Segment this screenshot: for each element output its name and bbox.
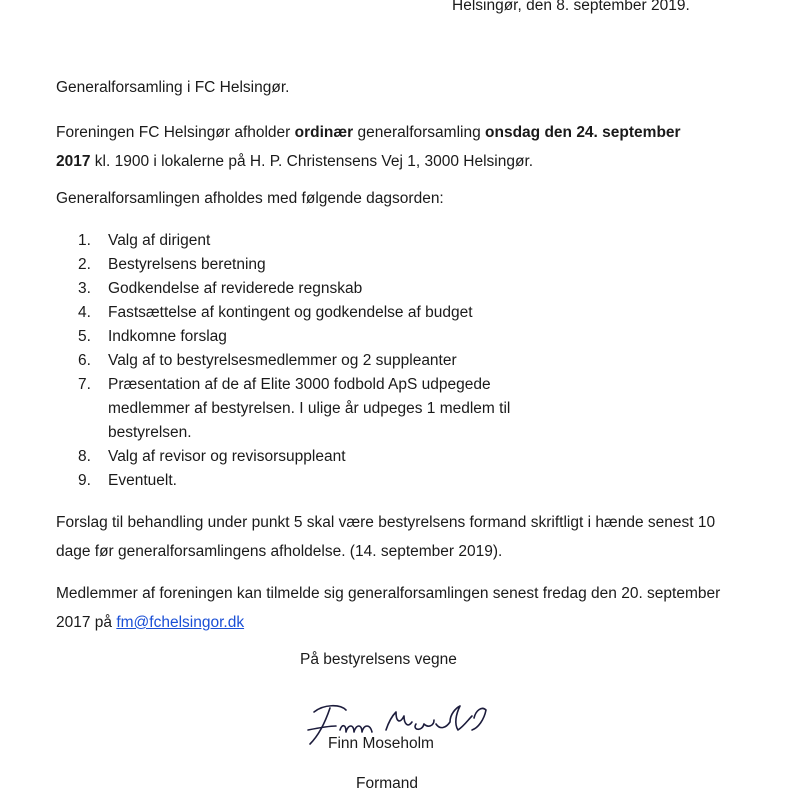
agenda-item-text: Valg af revisor og revisorsuppleant bbox=[108, 448, 346, 465]
intro-paragraph bbox=[56, 118, 696, 176]
intro-bold-2: onsdag den 24. september 2017 bbox=[56, 124, 681, 170]
agenda-intro: Generalforsamlingen afholdes med følgende dagsorden: bbox=[56, 190, 444, 207]
intro-text-1: Foreningen FC Helsingør afholder bbox=[56, 124, 295, 141]
agenda-item-number: 7. bbox=[78, 376, 91, 393]
closing-line: På bestyrelsens vegne bbox=[300, 651, 457, 668]
agenda-item bbox=[78, 469, 538, 493]
agenda-item-number: 6. bbox=[78, 352, 91, 369]
agenda-item-text: Fastsættelse af kontingent og godkendelse af budget bbox=[108, 304, 473, 321]
agenda-item-number: 4. bbox=[78, 304, 91, 321]
agenda-item-text: Godkendelse af reviderede regnskab bbox=[108, 280, 363, 297]
agenda-item bbox=[78, 349, 538, 373]
agenda-item-number: 1. bbox=[78, 232, 91, 249]
agenda-item-text: Valg af to bestyrelsesmedlemmer og 2 suppleanter bbox=[108, 352, 457, 369]
agenda-item bbox=[78, 229, 538, 253]
signer-title: Formand bbox=[356, 775, 419, 792]
agenda-item bbox=[78, 445, 538, 469]
agenda-item bbox=[78, 253, 538, 277]
members-paragraph bbox=[56, 579, 736, 637]
agenda-item-text: Valg af dirigent bbox=[108, 232, 211, 249]
agenda-item bbox=[78, 277, 538, 301]
proposals-paragraph: Forslag til behandling under punkt 5 skal være bestyrelsens formand skriftligt i hænde senest 10 dage før generalforsamlingens afholdelse. (14. september 2019). bbox=[56, 514, 716, 560]
intro-bold-1: ordinær bbox=[294, 124, 354, 141]
intro-text-3: kl. 1900 i lokalerne på H. P. Christensens Vej 1, 3000 Helsingør. bbox=[90, 153, 534, 170]
intro-text-2: generalforsamling bbox=[353, 124, 486, 141]
agenda-item bbox=[78, 301, 538, 325]
members-text: Medlemmer af foreningen kan tilmelde sig generalforsamlingen senest fredag den 20. september 2017 på bbox=[56, 585, 721, 631]
agenda-item bbox=[78, 325, 538, 349]
agenda-item-text: Eventuelt. bbox=[108, 472, 177, 489]
agenda-item-number: 2. bbox=[78, 256, 91, 273]
agenda-item-number: 8. bbox=[78, 448, 91, 465]
place-date: Helsingør, den 8. september 2019. bbox=[452, 0, 690, 14]
agenda-item-number: 5. bbox=[78, 328, 91, 345]
letter-greeting: Generalforsamling i FC Helsingør. bbox=[56, 79, 290, 96]
agenda-item-text: Præsentation af de af Elite 3000 fodbold ApS udpegede medlemmer af bestyrelsen. I ulige år udpeges 1 medlem til bestyrelsen. bbox=[108, 376, 511, 441]
agenda-list bbox=[78, 229, 538, 493]
agenda-item-text: Indkomne forslag bbox=[108, 328, 227, 345]
email-link[interactable]: fm@fchelsingor.dk bbox=[116, 614, 245, 631]
agenda-item-text: Bestyrelsens beretning bbox=[108, 256, 266, 273]
agenda-item-number: 3. bbox=[78, 280, 91, 297]
agenda-item bbox=[78, 373, 538, 445]
agenda-item-number: 9. bbox=[78, 472, 91, 489]
signer-name: Finn Moseholm bbox=[328, 735, 434, 752]
